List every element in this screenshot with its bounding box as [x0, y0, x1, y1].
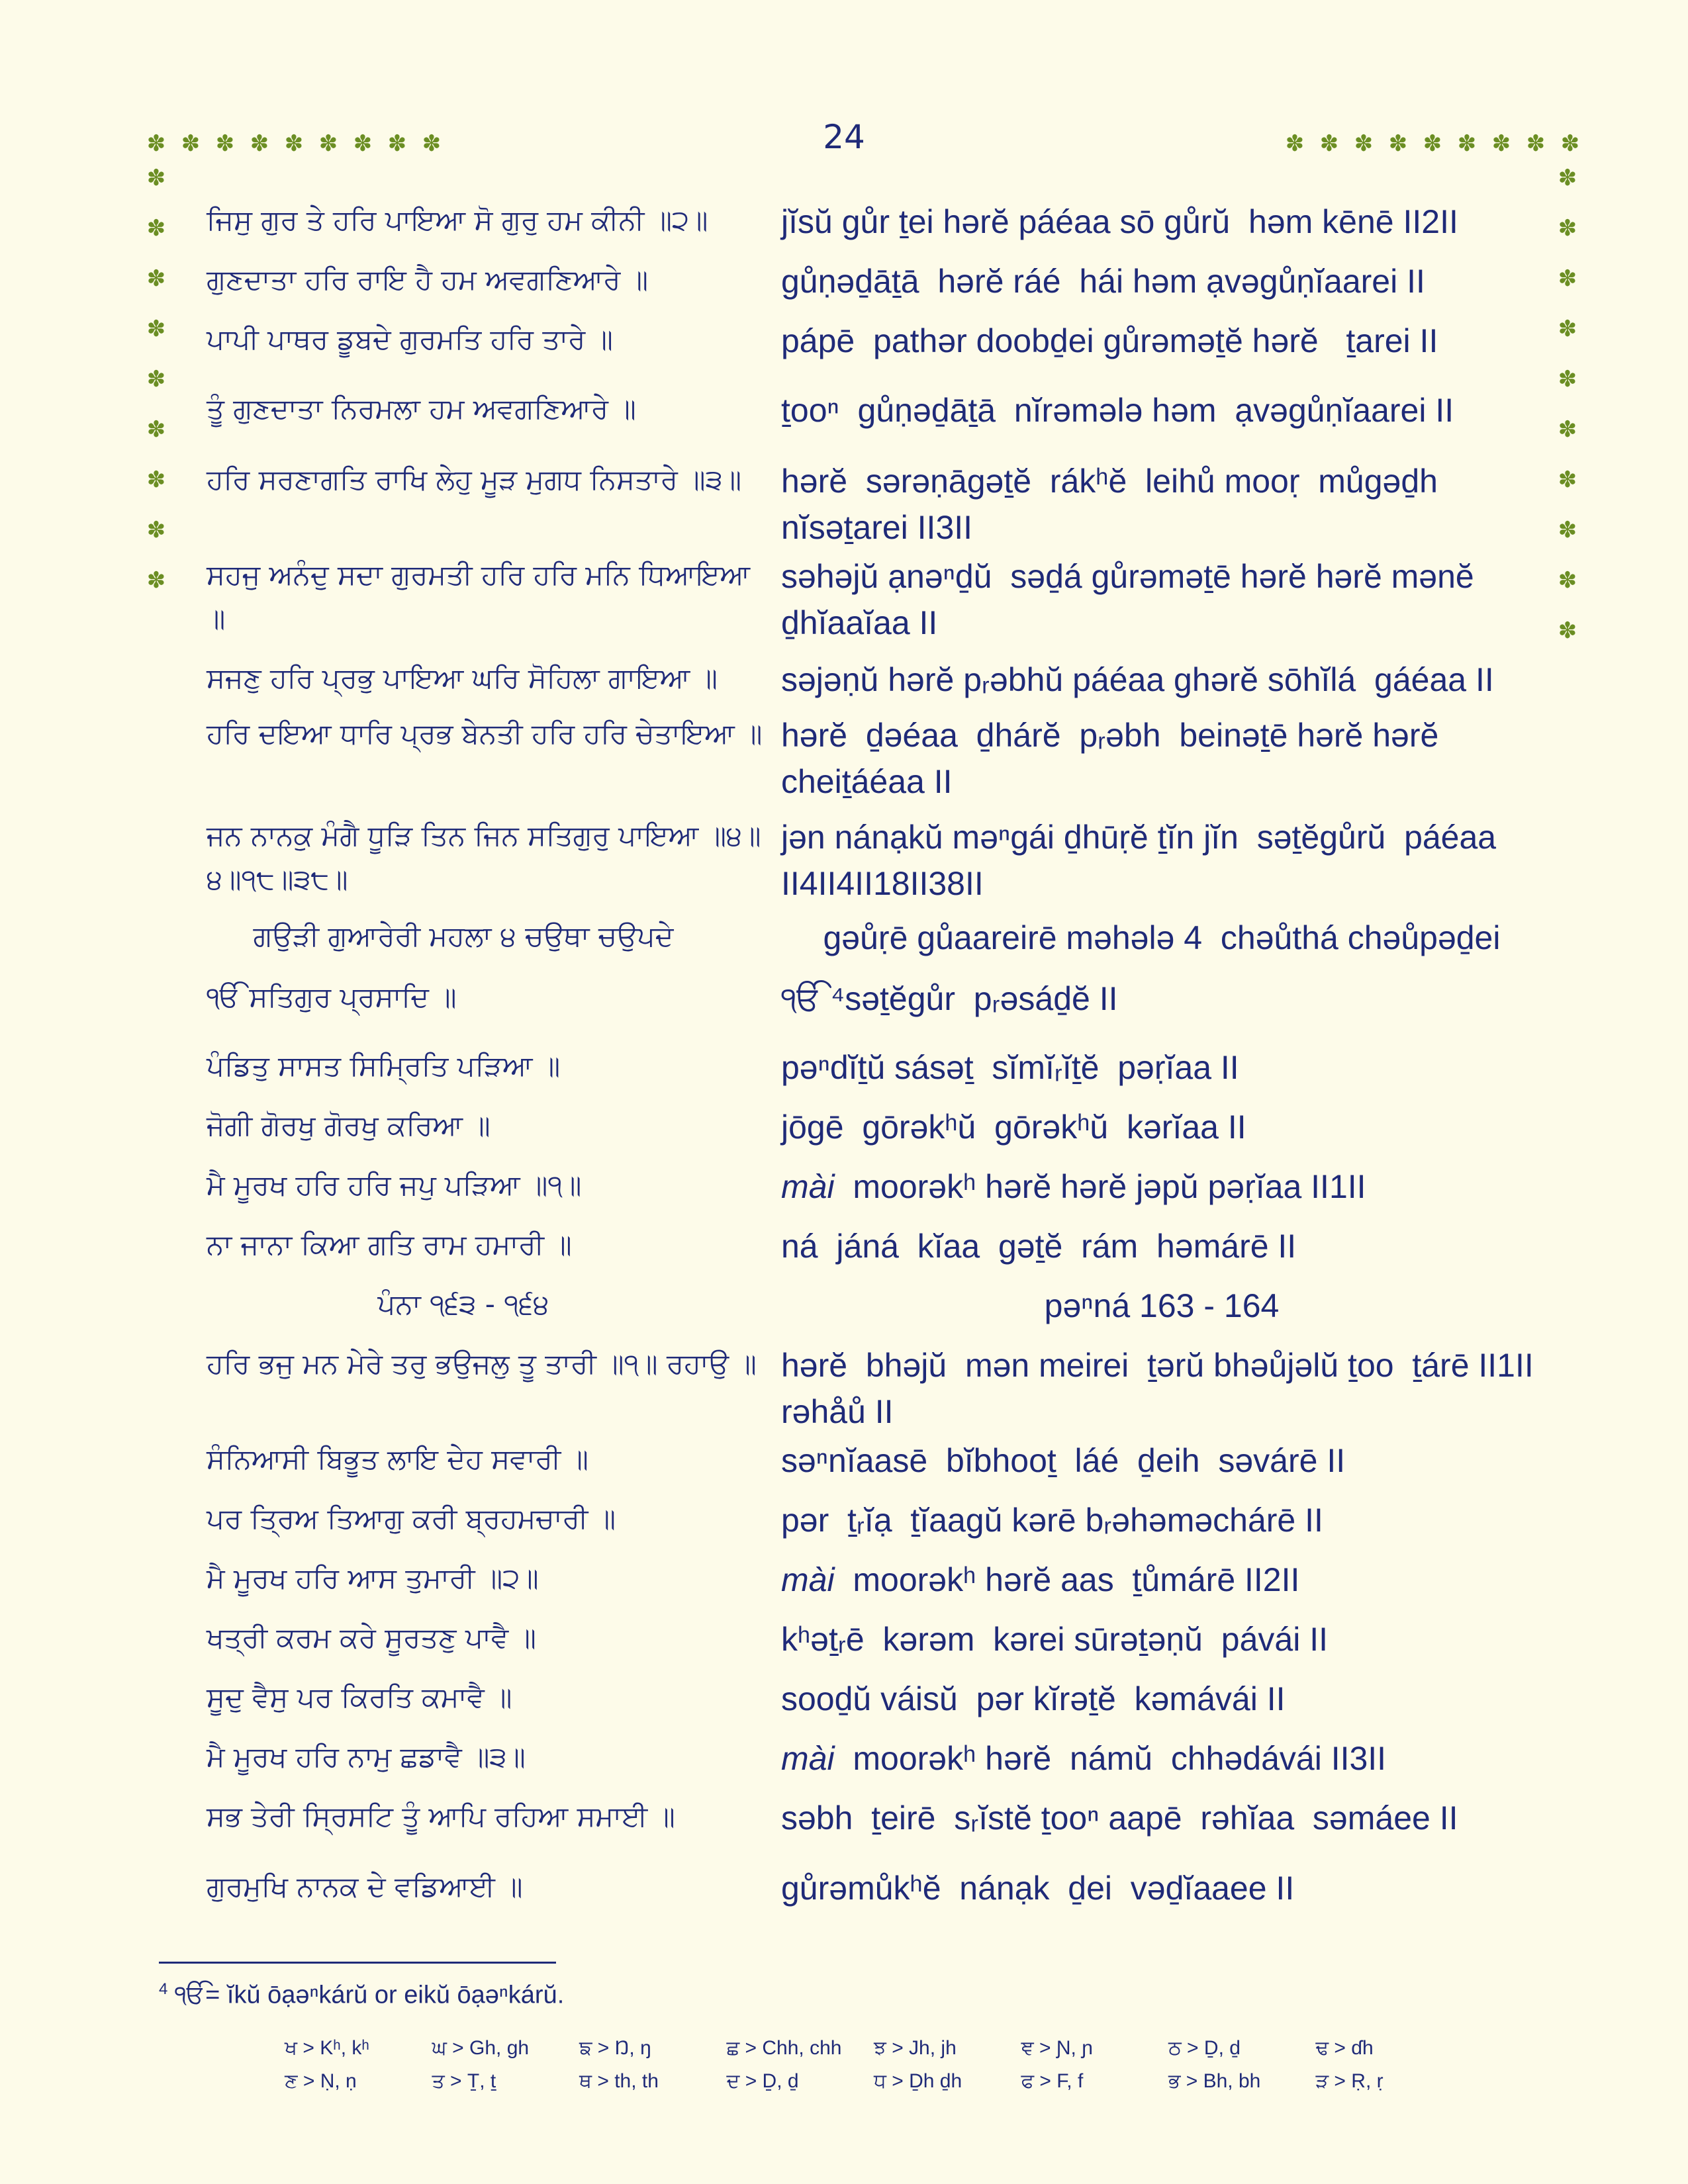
- italic-word: mài: [781, 1168, 835, 1205]
- transliteration-text: kʰəṯᵣē kərəm kərei sūrəṯəṇŭ pávái II: [781, 1621, 1328, 1658]
- gurmukhi-text: ਹਰਿ ਦਇਆ ਧਾਰਿ ਪ੍ਰਭ ਬੇਨਤੀ ਹਰਿ ਹਰਿ ਚੇਤਾਇਆ ॥: [207, 717, 763, 750]
- transliteration-text: jən nánạkŭ məⁿgái ḏhūṛĕ ṯĭn jĭn səṯĕgůrŭ páéaa II4II4II18II38II: [781, 819, 1506, 902]
- gurmukhi-text: ਹਰਿ ਸਰਣਾਗਤਿ ਰਾਖਿ ਲੇਹੁ ਮੂੜ ਮੁਗਧ ਨਿਸਤਾਰੇ ॥੩॥: [207, 463, 742, 496]
- gurmukhi-text: ਪੰਡਿਤੁ ਸਾਸਤ ਸਿਮ੍ਰਿਤਿ ਪੜਿਆ ॥: [207, 1050, 561, 1082]
- transliteration-legend: [285, 2037, 1463, 2103]
- ornament-top-left: [139, 132, 449, 155]
- ornament-top-right: [1278, 132, 1587, 155]
- footnote-divider: [159, 1962, 556, 1964]
- gurmukhi-text: ਜਿਸੁ ਗੁਰ ਤੇ ਹਰਿ ਪਾਇਆ ਸੋ ਗੁਰੁ ਹਮ ਕੀਨੀ ॥੨॥: [207, 204, 708, 236]
- flower-icon: ✽: [146, 265, 166, 292]
- flower-icon: ✽: [1388, 130, 1408, 157]
- legend-row: [285, 2037, 1463, 2070]
- page-number: 24: [823, 118, 865, 156]
- footnote-marker: 4: [159, 1980, 168, 1998]
- gurmukhi-text: ਸਹਜੁ ਅਨੰਦੁ ਸਦਾ ਗੁਰਮਤੀ ਹਰਿ ਹਰਿ ਮਨਿ ਧਿਆਇਆ ॥: [207, 559, 751, 635]
- flower-icon: ✽: [318, 130, 338, 157]
- flower-icon: ✽: [146, 567, 166, 594]
- transliteration-text: ṯooⁿ gůṇəḏāṯā nĭrəmələ həm ạvəgůṇĭaarei II: [781, 392, 1454, 429]
- legend-row: [285, 2070, 1463, 2103]
- flower-icon: ✽: [1423, 130, 1442, 157]
- transliteration-text: gəůṛē gůaareirē məhələ 4 chəůthá chəůpəḏei: [823, 919, 1501, 956]
- transliteration-text: pəⁿná 163 - 164: [1044, 1287, 1280, 1324]
- transliteration-text: gůrəmůkʰĕ nánạk ḏei vəḏĭaaee II: [781, 1870, 1295, 1907]
- gurmukhi-text: ਪੰਨਾ ੧੬੩ - ੧੬੪: [377, 1288, 549, 1320]
- legend-entry: ਠ > Ḏ, ḏ: [1168, 2037, 1241, 2059]
- gurmukhi-text: ਸਭ ਤੇਰੀ ਸ੍ਰਿਸਟਿ ਤੂੰ ਆਪਿ ਰਹਿਆ ਸਮਾਈ ॥: [207, 1800, 675, 1833]
- gurmukhi-text: ਗੁਰਮੁਖਿ ਨਾਨਕ ਦੇ ਵਡਿਆਈ ॥: [207, 1870, 523, 1903]
- flower-icon: ✽: [1526, 130, 1546, 157]
- legend-entry: ਝ > Jh, jh: [874, 2037, 957, 2059]
- transliteration-text: ná jáná kĭaa gəṯĕ rám həmárē II: [781, 1228, 1297, 1265]
- flower-icon: ✽: [146, 366, 166, 392]
- flower-icon: ✽: [250, 130, 269, 157]
- gurmukhi-text: ਗਉੜੀ ਗੁਆਰੇਰੀ ਮਹਲਾ ੪ ਚਉਥਾ ਚਉਪਦੇ: [253, 920, 674, 952]
- transliteration-text: mài moorəkʰ hərĕ aas ṯůmárē II2II: [781, 1561, 1300, 1598]
- flower-icon: ✽: [1558, 165, 1577, 191]
- flower-icon: ✽: [146, 517, 166, 543]
- gurmukhi-text: ਗੁਣਦਾਤਾ ਹਰਿ ਰਾਇ ਹੈ ਹਮ ਅਵਗਣਿਆਰੇ ॥: [207, 263, 649, 296]
- footnote-text: ੴ= ĭkŭ ōạəⁿkárŭ or eikŭ ōạəⁿkárŭ.: [174, 1981, 565, 2009]
- flower-icon: ✽: [387, 130, 407, 157]
- flower-icon: ✽: [284, 130, 304, 157]
- legend-entry: ਭ > Bh, bh: [1168, 2070, 1261, 2092]
- legend-entry: ਣ > Ṇ, ṇ: [285, 2070, 357, 2092]
- flower-icon: ✽: [353, 130, 373, 157]
- gurmukhi-text: ਸਜਣੁ ਹਰਿ ਪ੍ਰਭੁ ਪਾਇਆ ਘਰਿ ਸੋਹਿਲਾ ਗਾਇਆ ॥: [207, 662, 718, 694]
- legend-entry: ਞ > Ɲ, ɲ: [1021, 2037, 1093, 2059]
- flower-icon: ✽: [181, 130, 201, 157]
- flower-icon: ✽: [146, 165, 166, 191]
- transliteration-text: səⁿnĭaasē bĭbhooṯ láé ḏeih səvárē II: [781, 1442, 1346, 1479]
- flower-icon: ✽: [1558, 617, 1577, 644]
- transliteration-text: mài moorəkʰ hərĕ námŭ chhədávái II3II: [781, 1740, 1387, 1777]
- flower-icon: ✽: [1354, 130, 1374, 157]
- transliteration-text: mài moorəkʰ hərĕ hərĕ jəpŭ pəṛĭaa II1II: [781, 1168, 1366, 1205]
- flower-icon: ✽: [146, 130, 166, 157]
- flower-icon: ✽: [1558, 366, 1577, 392]
- gurmukhi-text: ਖਤ੍ਰੀ ਕਰਮ ਕਰੇ ਸੂਰਤਣੁ ਪਾਵੈ ॥: [207, 1621, 536, 1654]
- flower-icon: ✽: [1558, 467, 1577, 493]
- flower-icon: ✽: [1558, 215, 1577, 242]
- flower-icon: ✽: [1319, 130, 1339, 157]
- legend-entry: ਫ > F, f: [1021, 2070, 1084, 2092]
- flower-icon: ✽: [146, 467, 166, 493]
- flower-icon: ✽: [1558, 316, 1577, 342]
- flower-icon: ✽: [1558, 567, 1577, 594]
- legend-entry: ਥ > th, th: [579, 2070, 659, 2092]
- legend-entry: ੜ > Ṛ, ṛ: [1315, 2070, 1383, 2092]
- flower-icon: ✽: [1558, 517, 1577, 543]
- legend-entry: ਤ > Ṯ, ṯ: [432, 2070, 496, 2092]
- legend-entry: ਛ > Chh, chh: [726, 2037, 842, 2059]
- flower-icon: ✽: [1558, 416, 1577, 443]
- flower-icon: ✽: [1491, 130, 1511, 157]
- gurmukhi-text: ਸੰਨਿਆਸੀ ਬਿਭੂਤ ਲਾਇ ਦੇਹ ਸਵਾਰੀ ॥: [207, 1443, 588, 1475]
- transliteration-text: sooḏŭ váisŭ pər kĭrəṯĕ kəmávái II: [781, 1680, 1286, 1717]
- gurmukhi-text: ਸੂਦੁ ਵੈਸੁ ਪਰ ਕਿਰਤਿ ਕਮਾਵੈ ॥: [207, 1681, 512, 1713]
- legend-entry: ਦ > Ḏ, ḏ: [726, 2070, 799, 2092]
- italic-word: mài: [781, 1740, 835, 1777]
- legend-entry: ਖ > Kʰ, kʰ: [285, 2037, 369, 2059]
- flower-icon: ✽: [1285, 130, 1305, 157]
- transliteration-text: hərĕ bhəjŭ mən meirei ṯərŭ bhəůjəlŭ ṯoo ṯárē II1II rəhåů II: [781, 1347, 1543, 1430]
- flower-icon: ✽: [1457, 130, 1477, 157]
- gurmukhi-text: ਜਨ ਨਾਨਕੁ ਮੰਗੈ ਧੂੜਿ ਤਿਨ ਜਿਨ ਸਤਿਗੁਰੁ ਪਾਇਆ ॥੪॥੪॥੧੮॥੩੮॥: [207, 819, 761, 895]
- legend-entry: ਙ > Ŋ, ŋ: [579, 2037, 651, 2059]
- gurmukhi-text: ਪਰ ਤ੍ਰਿਅ ਤਿਆਗੁ ਕਰੀ ਬ੍ਰਹਮਚਾਰੀ ॥: [207, 1502, 616, 1535]
- italic-word: mài: [781, 1561, 835, 1598]
- transliteration-text: pápē pathər doobḏei gůrəməṯĕ hərĕ ṯarei II: [781, 322, 1438, 359]
- flower-icon: ✽: [1560, 130, 1580, 157]
- gurmukhi-text: ਮੈ ਮੂਰਖ ਹਰਿ ਨਾਮੁ ਛਡਾਵੈ ॥੩॥: [207, 1741, 526, 1773]
- transliteration-text: jōgē gōrəkʰŭ gōrəkʰŭ kərĭaa II: [781, 1109, 1246, 1146]
- gurmukhi-text: ਮੈ ਮੂਰਖ ਹਰਿ ਹਰਿ ਜਪੁ ਪੜਿਆ ॥੧॥: [207, 1169, 582, 1201]
- gurmukhi-text: ੴ ਸਤਿਗੁਰ ਪ੍ਰਸਾਦਿ ॥: [207, 981, 457, 1013]
- gurmukhi-text: ਜੋਗੀ ਗੋਰਖੁ ਗੋਰਖੁ ਕਰਿਆ ॥: [207, 1109, 491, 1142]
- gurmukhi-text: ਮੈ ਮੂਰਖ ਹਰਿ ਆਸ ਤੁਮਾਰੀ ॥੨॥: [207, 1562, 539, 1594]
- flower-icon: ✽: [146, 316, 166, 342]
- ornament-right-border: [1550, 167, 1585, 670]
- transliteration-text: səhəjŭ ạnəⁿḏŭ səḏá gůrəməṯē hərĕ hərĕ mənĕ ḏhĭaaĭaa II: [781, 558, 1483, 641]
- transliteration-text: gůṇəḏāṯā hərĕ ráé hái həm ạvəgůṇĭaarei II: [781, 263, 1425, 300]
- transliteration-text: hərĕ ḏəéaa ḏhárĕ pᵣəbh beinəṯē hərĕ hərĕ cheiṯáéaa II: [781, 717, 1448, 800]
- gurmukhi-text: ਨਾ ਜਾਨਾ ਕਿਆ ਗਤਿ ਰਾਮ ਹਮਾਰੀ ॥: [207, 1228, 572, 1261]
- legend-entry: ਘ > Gh, gh: [432, 2037, 530, 2059]
- transliteration-text: pəⁿdĭṯŭ sásəṯ sĭmĭᵣĭṯĕ pəṛĭaa II: [781, 1049, 1239, 1086]
- ornament-left-border: [139, 167, 173, 619]
- transliteration-text: səjəṇŭ hərĕ pᵣəbhŭ páéaa ghərĕ sōhĭlá gáéaa II: [781, 661, 1494, 698]
- legend-entry: ਧ > Ḏh ḏh: [874, 2070, 962, 2092]
- flower-icon: ✽: [146, 416, 166, 443]
- flower-icon: ✽: [146, 215, 166, 242]
- legend-entry: ਢ > ɗh: [1315, 2037, 1374, 2059]
- transliteration-text: jĭsŭ gůr ṯei hərĕ páéaa sō gůrŭ həm kēnē II2II: [781, 203, 1458, 240]
- flower-icon: ✽: [215, 130, 235, 157]
- gurmukhi-text: ਹਰਿ ਭਜੁ ਮਨ ਮੇਰੇ ਤਰੁ ਭਉਜਲੁ ਤੂ ਤਾਰੀ ॥੧॥ ਰਹਾਉ ॥: [207, 1347, 757, 1380]
- gurmukhi-text: ਤੂੰ ਗੁਣਦਾਤਾ ਨਿਰਮਲਾ ਹਮ ਅਵਗਣਿਆਰੇ ॥: [207, 392, 636, 425]
- flower-icon: ✽: [1558, 265, 1577, 292]
- transliteration-text: ੴ ⁴səṯĕgůr pᵣəsáḏĕ II: [781, 980, 1118, 1017]
- transliteration-text: pər ṯᵣĭạ ṯĭaagŭ kərē bᵣəhəməchárē II: [781, 1502, 1323, 1539]
- gurmukhi-text: ਪਾਪੀ ਪਾਥਰ ਡੂਬਦੇ ਗੁਰਮਤਿ ਹਰਿ ਤਾਰੇ ॥: [207, 323, 613, 355]
- footnote: [159, 1980, 564, 2010]
- flower-icon: ✽: [422, 130, 442, 157]
- transliteration-text: hərĕ sərəṇāgəṯĕ rákʰĕ leihů mooṛ můgəḏh nĭsəṯarei II3II: [781, 463, 1447, 546]
- transliteration-text: səbh ṯeirē sᵣĭstĕ ṯooⁿ aapē rəhĭaa səmáee II: [781, 1799, 1458, 1837]
